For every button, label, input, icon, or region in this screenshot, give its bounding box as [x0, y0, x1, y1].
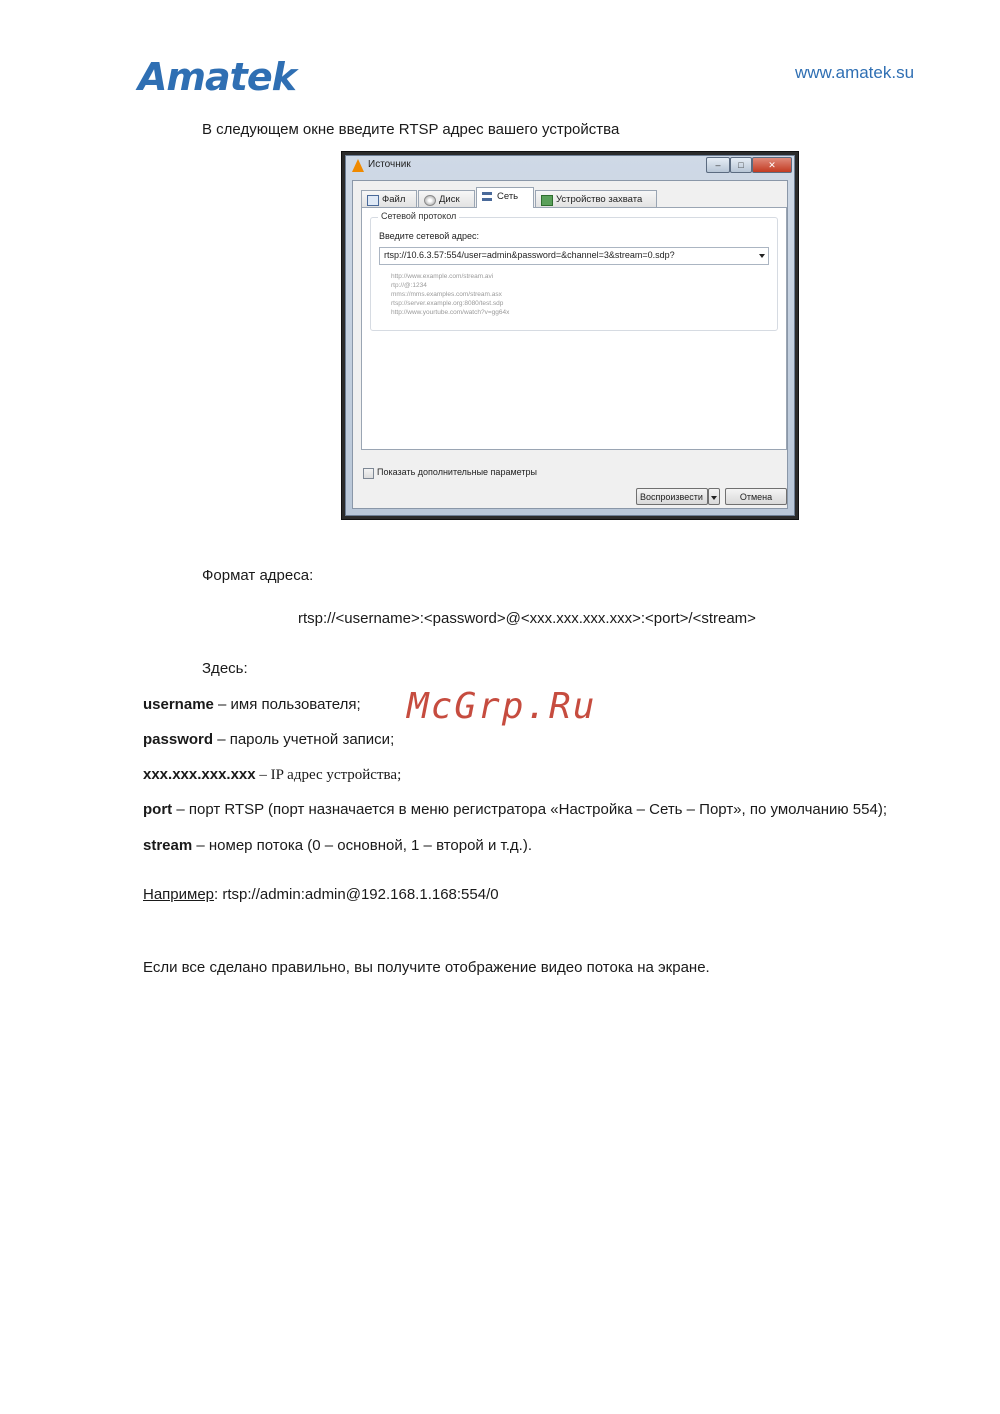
term-description: – имя пользователя; [213, 696, 361, 713]
term: port [143, 801, 173, 818]
network-address-value: rtsp://10.6.3.57:554/user=admin&password=&channel=3&stream=0.sdp? [384, 250, 675, 260]
term-description: – пароль учетной записи; [213, 731, 395, 748]
term: password [143, 731, 214, 748]
chevron-down-icon [711, 496, 717, 500]
chevron-down-icon[interactable] [759, 254, 765, 258]
term-description: – номер потока (0 – основной, 1 – второй и т.д.). [192, 837, 532, 854]
vlc-cone-icon [352, 159, 364, 172]
amatek-logo: Amatek [138, 55, 296, 99]
tab-disc[interactable] [418, 190, 475, 207]
minimize-button[interactable]: – [706, 157, 730, 173]
definition-username [143, 696, 361, 713]
tab-capture-device-label: Устройство захвата [556, 194, 643, 205]
term-description: – порт RTSP (порт назначается в меню регистратора «Настройка – Сеть – Порт», по умолчанию 554); [172, 801, 888, 818]
capture-device-icon [541, 195, 553, 206]
disc-icon [424, 195, 436, 206]
tab-file-label: Файл [382, 194, 406, 205]
dialog-titlebar [346, 156, 794, 176]
tab-network[interactable] [476, 187, 534, 208]
example-url: mms://mms.examples.com/stream.asx [391, 291, 502, 298]
term: username [143, 696, 214, 713]
maximize-button[interactable]: □ [730, 157, 752, 173]
example-url: http://www.example.com/stream.avi [391, 273, 494, 280]
conclusion-text: Если все сделано правильно, вы получите отображение видео потока на экране. [143, 959, 710, 976]
network-protocol-group [370, 211, 778, 331]
format-label: Формат адреса: [202, 567, 314, 584]
close-button[interactable]: ✕ [752, 157, 792, 173]
here-label: Здесь: [202, 660, 248, 677]
more-options-label: Показать дополнительные параметры [377, 467, 537, 477]
definition-stream [143, 837, 532, 854]
tab-disc-label: Диск [439, 194, 460, 205]
play-button-label: Воспроизвести [640, 492, 703, 502]
file-icon [367, 195, 379, 206]
network-tab-panel [361, 207, 787, 450]
watermark: McGrp.Ru [407, 686, 597, 727]
address-label: Введите сетевой адрес: [379, 231, 480, 241]
cancel-button[interactable]: Отмена [725, 488, 787, 505]
more-options-checkbox[interactable] [363, 468, 374, 479]
tab-file[interactable] [361, 190, 417, 207]
definition-port [143, 801, 887, 818]
definition-ip [143, 766, 401, 784]
source-dialog [341, 151, 799, 520]
dialog-title: Источник [368, 159, 411, 170]
example-url: http://www.yourtube.com/watch?v=gg64x [391, 309, 510, 316]
network-icon [482, 192, 492, 201]
example-url: rtp://@:1234 [391, 282, 427, 289]
group-title: Сетевой протокол [378, 211, 459, 221]
example-line [143, 886, 499, 903]
dialog-client-area [352, 180, 788, 509]
play-dropdown-button[interactable] [708, 488, 720, 505]
tab-network-label: Сеть [497, 191, 519, 202]
example-url: rtsp://server.example.org:8080/test.sdp [391, 300, 504, 307]
term: stream [143, 837, 193, 854]
format-template: rtsp://<username>:<password>@<xxx.xxx.xxx.xxx>:<port>/<stream> [298, 610, 756, 627]
definition-password [143, 731, 394, 748]
term: xxx.xxx.xxx.xxx [143, 766, 256, 783]
example-label: Например [143, 886, 215, 903]
intro-text: В следующем окне введите RTSP адрес вашего устройства [202, 121, 620, 138]
network-address-input[interactable] [379, 247, 769, 265]
term-description: – IP адрес устройства; [255, 767, 402, 783]
example-value: : rtsp://admin:admin@192.168.1.168:554/0 [214, 886, 499, 903]
play-button[interactable] [636, 488, 708, 505]
tab-capture-device[interactable] [535, 190, 657, 207]
website-link[interactable]: www.amatek.su [795, 63, 915, 82]
